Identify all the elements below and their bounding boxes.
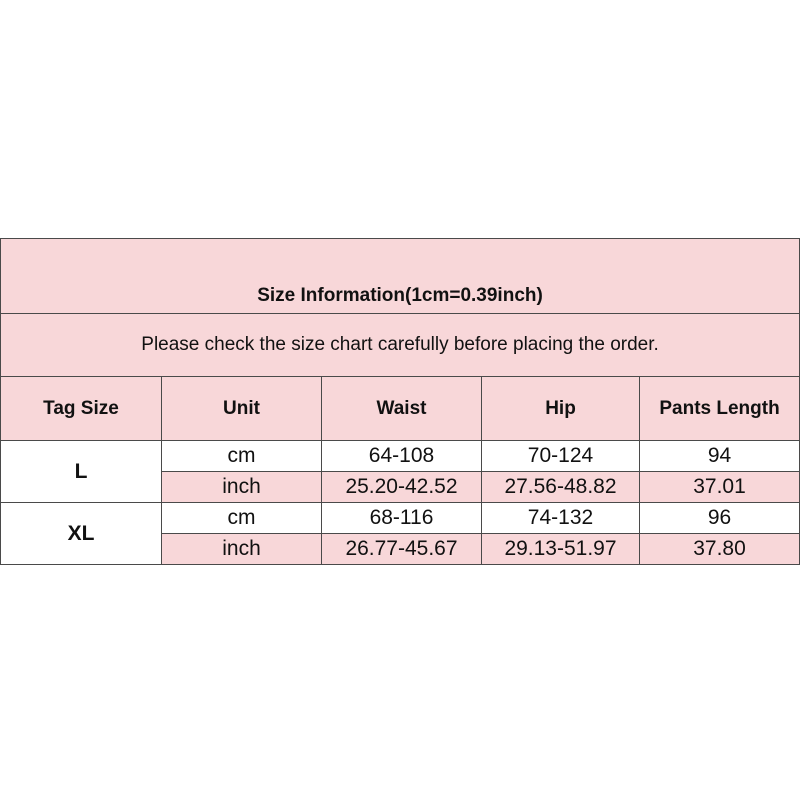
header-tag-size: Tag Size bbox=[1, 377, 162, 441]
hip-cell: 70-124 bbox=[482, 441, 640, 472]
header-hip: Hip bbox=[482, 377, 640, 441]
size-chart-note: Please check the size chart carefully before placing the order. bbox=[1, 314, 800, 377]
waist-cell: 26.77-45.67 bbox=[322, 534, 482, 565]
header-waist: Waist bbox=[322, 377, 482, 441]
size-chart-title: Size Information(1cm=0.39inch) bbox=[1, 239, 800, 314]
waist-cell: 68-116 bbox=[322, 503, 482, 534]
tag-size-cell: L bbox=[1, 441, 162, 503]
title-row bbox=[1, 239, 800, 314]
hip-cell: 74-132 bbox=[482, 503, 640, 534]
pants-length-cell: 37.80 bbox=[640, 534, 800, 565]
unit-cell: cm bbox=[162, 503, 322, 534]
hip-cell: 27.56-48.82 bbox=[482, 472, 640, 503]
unit-cell: inch bbox=[162, 472, 322, 503]
hip-cell: 29.13-51.97 bbox=[482, 534, 640, 565]
waist-cell: 25.20-42.52 bbox=[322, 472, 482, 503]
pants-length-cell: 94 bbox=[640, 441, 800, 472]
unit-cell: inch bbox=[162, 534, 322, 565]
header-row bbox=[1, 377, 800, 441]
header-unit: Unit bbox=[162, 377, 322, 441]
tag-size-cell: XL bbox=[1, 503, 162, 565]
size-chart-table bbox=[0, 238, 800, 565]
note-row bbox=[1, 314, 800, 377]
pants-length-cell: 96 bbox=[640, 503, 800, 534]
unit-cell: cm bbox=[162, 441, 322, 472]
waist-cell: 64-108 bbox=[322, 441, 482, 472]
table-row bbox=[1, 441, 800, 472]
table-row bbox=[1, 503, 800, 534]
pants-length-cell: 37.01 bbox=[640, 472, 800, 503]
header-pants-length: Pants Length bbox=[640, 377, 800, 441]
